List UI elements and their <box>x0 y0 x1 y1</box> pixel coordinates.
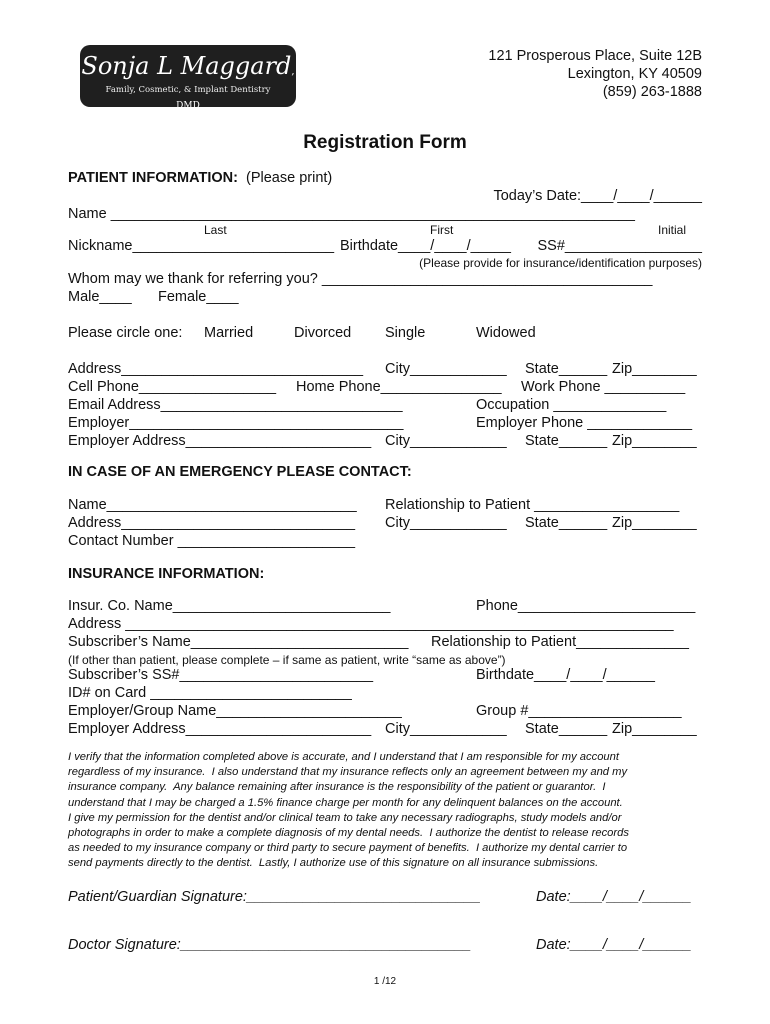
patient-name-field[interactable]: Name _________________________________________________________________ <box>68 206 635 222</box>
address-line-2: Lexington, KY 40509 <box>567 66 702 82</box>
consent-line: photographs in order to make a complete diagnosis of my dental needs. I authorize the dentist to release records <box>68 827 629 840</box>
patient-city-field[interactable]: City____________ <box>385 361 507 377</box>
logo-tagline: Family, Cosmetic, & Implant Dentistry <box>105 85 271 95</box>
subscriber-ssn-field[interactable]: Subscriber’s SS#________________________ <box>68 667 374 683</box>
insurance-company-field[interactable]: Insur. Co. Name___________________________ <box>68 598 391 614</box>
ssn-field[interactable]: SS#_________________ <box>537 238 702 254</box>
consent-line: understand that I may be charged a 1.5% finance charge per month for any delinquent balances on the account. <box>68 796 623 809</box>
emergency-zip-field[interactable]: Zip________ <box>612 515 697 531</box>
marital-status-label: Please circle one: <box>68 325 183 341</box>
email-field[interactable]: Email Address______________________________ <box>68 397 403 413</box>
logo-name: Sonja L Maggard, DMD <box>81 52 295 111</box>
subscriber-relationship-field[interactable]: Relationship to Patient______________ <box>431 634 689 650</box>
birthdate-field[interactable]: Birthdate____/____/_____ <box>340 238 511 254</box>
referral-field[interactable]: Whom may we thank for referring you? _________________________________________ <box>68 271 653 287</box>
address-line-3: (859) 263-1888 <box>602 84 702 100</box>
employer-group-field[interactable]: Employer/Group Name_______________________ <box>68 703 402 719</box>
logo-suffix: DMD <box>176 101 200 111</box>
male-field[interactable]: Male____ <box>68 289 132 305</box>
consent-line: I give my permission for the dentist and/or clinical team to take any necessary radiographs, study models and/or <box>68 811 622 824</box>
subscriber-note: (If other than patient, please complete – if same as patient, write “same as above”) <box>68 653 506 667</box>
patient-address-field[interactable]: Address______________________________ <box>68 361 364 377</box>
marital-option-widowed[interactable]: Widowed <box>476 325 536 341</box>
subscriber-birthdate-field[interactable]: Birthdate____/____/______ <box>476 667 655 683</box>
insurance-city-field[interactable]: City____________ <box>385 721 507 737</box>
address-line-1: 121 Prosperous Place, Suite 12B <box>488 48 702 64</box>
ssn-note: (Please provide for insurance/identification purposes) <box>419 256 702 270</box>
page-title: Registration Form <box>303 132 467 153</box>
consent-line: regardless of my insurance. I also understand that my insurance reflects only an agreement between my and my <box>68 766 628 779</box>
marital-option-single[interactable]: Single <box>385 325 426 341</box>
nickname-field[interactable]: Nickname_________________________ <box>68 238 335 254</box>
name-first-label: First <box>430 223 454 237</box>
employer-zip-field[interactable]: Zip________ <box>612 433 697 449</box>
occupation-field[interactable]: Occupation ______________ <box>476 397 667 413</box>
patient-zip-field[interactable]: Zip________ <box>612 361 697 377</box>
employer-address-field[interactable]: Employer Address_______________________ <box>68 433 372 449</box>
id-card-field[interactable]: ID# on Card _________________________ <box>68 685 352 701</box>
emergency-address-field[interactable]: Address_____________________________ <box>68 515 356 531</box>
employer-phone-field[interactable]: Employer Phone _____________ <box>476 415 693 431</box>
emergency-city-field[interactable]: City____________ <box>385 515 507 531</box>
name-last-label: Last <box>204 223 227 237</box>
emergency-state-field[interactable]: State______ <box>525 515 608 531</box>
insurance-section-heading: INSURANCE INFORMATION: <box>68 566 265 582</box>
employer-field[interactable]: Employer__________________________________ <box>68 415 404 431</box>
group-number-field[interactable]: Group #___________________ <box>476 703 682 719</box>
patient-signature-date-field[interactable]: Date:____/____/______ <box>536 889 692 905</box>
todays-date-field[interactable]: Today’s Date:____/____/______ <box>493 188 702 204</box>
home-phone-field[interactable]: Home Phone_______________ <box>296 379 502 395</box>
page-number: 1 /12 <box>373 976 397 987</box>
doctor-signature-date-field[interactable]: Date:____/____/______ <box>536 937 692 953</box>
marital-option-married[interactable]: Married <box>204 325 254 341</box>
patient-state-field[interactable]: State______ <box>525 361 608 377</box>
work-phone-field[interactable]: Work Phone __________ <box>521 379 686 395</box>
employer-city-field[interactable]: City____________ <box>385 433 507 449</box>
insurance-zip-field[interactable]: Zip________ <box>612 721 697 737</box>
insurance-state-field[interactable]: State______ <box>525 721 608 737</box>
female-field[interactable]: Female____ <box>158 289 239 305</box>
consent-line: insurance company. Any balance remaining after insurance is the responsibility of the patient or guarantor. I <box>68 781 606 794</box>
marital-option-divorced[interactable]: Divorced <box>294 325 352 341</box>
consent-line: as needed to my insurance company or third party to secure payment of benefits. I authorize my dental carrier to <box>68 842 628 855</box>
emergency-contact-number-field[interactable]: Contact Number ______________________ <box>68 533 356 549</box>
patient-section-heading: PATIENT INFORMATION: (Please print) <box>68 170 333 186</box>
cell-phone-field[interactable]: Cell Phone_________________ <box>68 379 277 395</box>
consent-line: I verify that the information completed above is accurate, and I understand that I am responsible for my account <box>68 751 619 763</box>
insurance-employer-address-field[interactable]: Employer Address_______________________ <box>68 721 372 737</box>
employer-state-field[interactable]: State______ <box>525 433 608 449</box>
emergency-section-heading: IN CASE OF AN EMERGENCY PLEASE CONTACT: <box>68 464 412 480</box>
insurance-address-field[interactable]: Address ____________________________________________________________________ <box>68 616 674 632</box>
subscriber-name-field[interactable]: Subscriber’s Name___________________________ <box>68 634 409 650</box>
insurance-phone-field[interactable]: Phone______________________ <box>476 598 696 614</box>
name-initial-label: Initial <box>657 223 686 237</box>
practice-logo <box>70 40 306 114</box>
emergency-name-field[interactable]: Name_______________________________ <box>68 497 357 513</box>
consent-paragraph <box>68 750 708 872</box>
doctor-signature-field[interactable]: Doctor Signature:____________________________________ <box>68 937 472 953</box>
emergency-relationship-field[interactable]: Relationship to Patient __________________ <box>385 497 680 513</box>
consent-line: send payments directly to the dentist. Lastly, I authorize use of this signature on all insurance submissions. <box>68 857 599 870</box>
patient-signature-field[interactable]: Patient/Guardian Signature:_____________________________ <box>68 889 481 905</box>
